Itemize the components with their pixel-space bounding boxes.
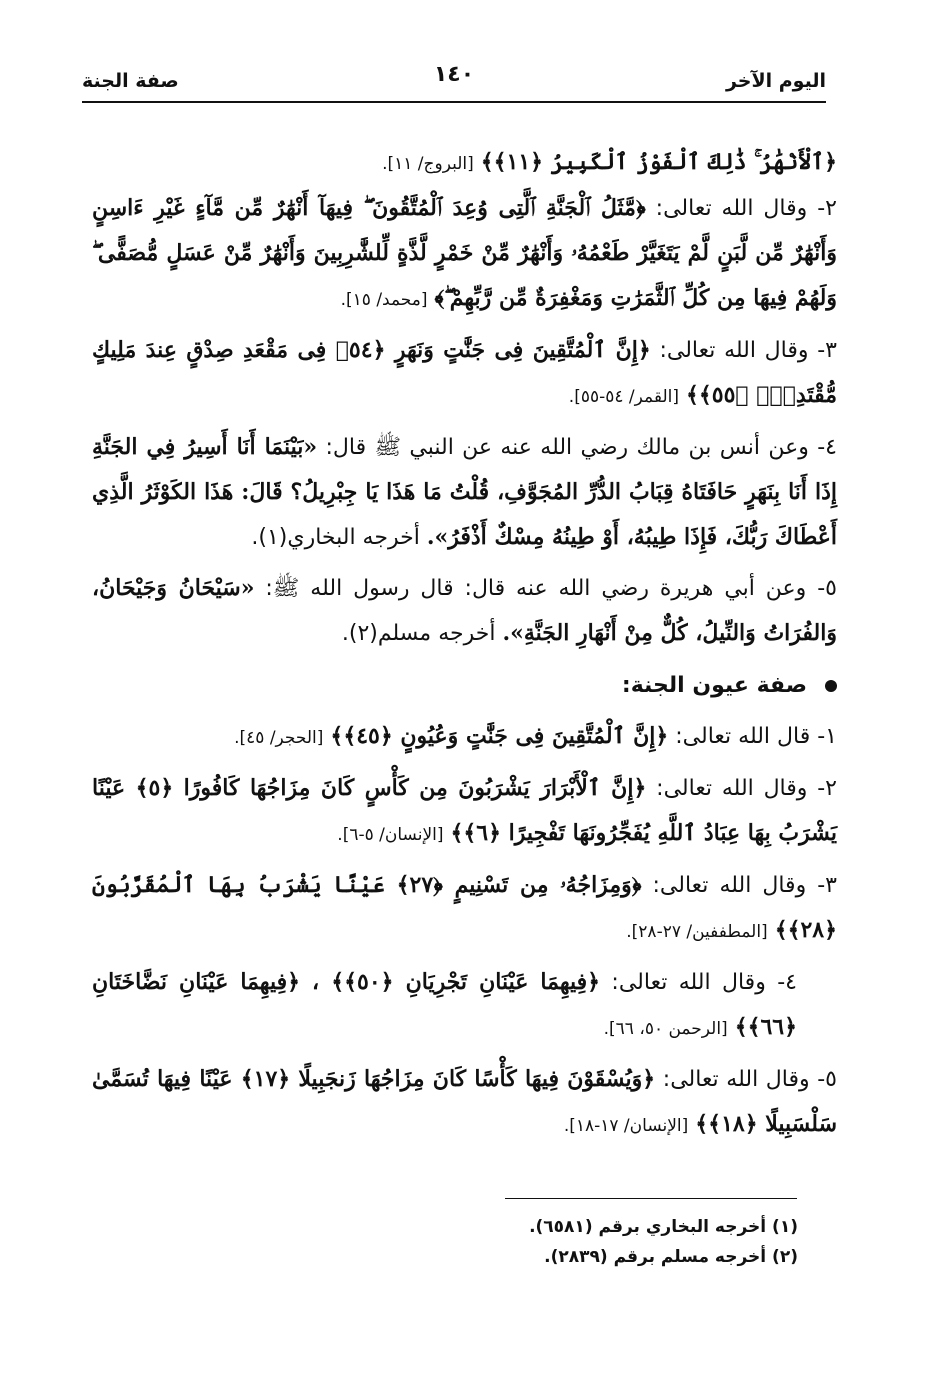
bullet-icon	[825, 680, 837, 692]
list-item	[92, 766, 837, 857]
verse-reference: [المطففين/ ٢٧-٢٨].	[626, 922, 768, 942]
header-book-title: اليوم الآخر	[725, 70, 826, 92]
quran-text: ﴿إِنَّ ٱلْمُتَّقِينَ فِى جَنَّٰتٍ وَعُيُونٍ ﴿٤٥﴾﴾	[330, 723, 669, 749]
item-prefix: ٣- وقال الله تعالى:	[641, 873, 837, 898]
hadith-source: أخرجه مسلم(٢).	[341, 621, 503, 646]
list-item	[92, 425, 837, 560]
header-chapter-title: صفة الجنة	[82, 70, 179, 92]
page-number: ١٤٠	[433, 62, 475, 87]
verse-reference: [الرحمن ٥٠، ٦٦].	[603, 1019, 728, 1039]
header-divider	[82, 101, 826, 103]
item-prefix: ٤- وقال الله تعالى:	[600, 970, 797, 995]
item-prefix: ٢- وقال الله تعالى:	[646, 776, 837, 801]
list-item	[92, 714, 837, 760]
section-heading	[92, 666, 837, 706]
list-item	[92, 1057, 837, 1148]
page-body	[92, 140, 837, 1154]
quran-text: ﴿فِيهِمَا عَيْنَانِ تَجْرِيَانِ ﴿٥٠﴾﴾ ، ﴿فِيهِمَا عَيْنَانِ نَضَّاخَتَانِ ﴿٦٦﴾﴾	[92, 969, 797, 1040]
footnotes	[198, 1212, 798, 1272]
item-prefix: ١- قال الله تعالى:	[668, 724, 837, 749]
verse-reference: [البروج/ ١١].	[382, 154, 474, 174]
footnote-divider	[505, 1198, 797, 1199]
footnote-item: (٢) أخرجه مسلم برقم (٢٨٣٩).	[544, 1247, 798, 1267]
quran-text: ﴿إِنَّ ٱلْمُتَّقِينَ فِى جَنَّٰتٍ وَنَهَرٍ ﴿٥٤﴾ فِى مَقْعَدِ صِدْقٍ عِندَ مَلِيكٍ مُّقْتَدِرٍۭ ﴿٥٥﴾﴾	[92, 337, 837, 408]
item-prefix: ٥- وقال الله تعالى:	[655, 1067, 837, 1092]
running-header	[82, 62, 826, 100]
verse-reference: [الإنسان/ ١٧-١٨].	[563, 1116, 689, 1136]
item-prefix: ٢- وقال الله تعالى:	[645, 196, 837, 221]
verse-reference: [الحجر/ ٤٥].	[234, 728, 324, 748]
item-prefix: ٣- وقال الله تعالى:	[650, 338, 837, 363]
hadith-source: أخرجه البخاري(١).	[251, 525, 427, 550]
item-prefix: ٥- وعن أبي هريرة رضي الله عنه قال: قال رسول الله ﷺ:	[254, 576, 837, 601]
item-prefix: ٤- وعن أنس بن مالك رضي الله عنه عن النبي ﷺ قال:	[317, 435, 837, 460]
quran-text: ﴿إِنَّ ٱلْأَبْرَارَ يَشْرَبُونَ مِن كَأْسٍ كَانَ مِزَاجُهَا كَافُورًا ﴿٥﴾ عَيْنًا يَشْرَبُ بِهَا عِبَادُ ٱللَّهِ يُفَجِّرُونَهَا تَفْجِيرًا ﴿٦﴾﴾	[92, 775, 837, 846]
list-item	[92, 566, 837, 656]
list-item	[92, 960, 837, 1051]
quran-text: ﴿وَمِزَاجُهُۥ مِن تَسْنِيمٍ ﴿٢٧﴾ عَيْنًا يَشْرَبُ بِهَا ٱلْمُقَرَّبُونَ ﴿٢٨﴾﴾	[92, 872, 837, 943]
verse-reference: [الإنسان/ ٥-٦].	[337, 825, 444, 845]
list-item	[92, 186, 837, 322]
section-heading-text: صفة عيون الجنة:	[621, 673, 807, 698]
footnote-item: (١) أخرجه البخاري برقم (٦٥٨١).	[529, 1217, 798, 1237]
quran-text: ﴿مَّثَلُ ٱلْجَنَّةِ ٱلَّتِى وُعِدَ ٱلْمُتَّقُونَ ۖ فِيهَآ أَنْهَٰرٌ مِّن مَّآءٍ غَيْرِ ءَاسِنٍ وَأَنْهَٰرٌ مِّن لَّبَنٍ لَّمْ يَتَغَيَّرْ طَعْمُهُۥ وَأَنْهَٰرٌ مِّنْ خَمْرٍ لَّذَّةٍ لِّلشَّٰرِبِينَ وَأَنْهَٰرٌ مِّنْ عَسَلٍ مُّصَفًّى ۖ وَلَهُمْ فِيهَا مِن كُلِّ ٱلثَّمَرَٰتِ وَمَغْفِرَةٌ مِّن رَّبِّهِمْ ۖ﴾	[92, 195, 837, 311]
list-item	[92, 863, 837, 954]
quran-text: ﴿وَيُسْقَوْنَ فِيهَا كَأْسًا كَانَ مِزَاجُهَا زَنجَبِيلًا ﴿١٧﴾ عَيْنًا فِيهَا تُسَمَّىٰ سَلْسَبِيلًا ﴿١٨﴾﴾	[92, 1066, 837, 1137]
verse-reference: [محمد/ ١٥].	[340, 290, 428, 310]
list-item	[92, 328, 837, 419]
hadith-text: «بَيْنَمَا أَنَا أَسِيرُ فِي الجَنَّةِ إِذَا أَنَا بِنَهَرٍ حَافَتَاهُ قِبَابُ الدُّرِّ المُجَوَّفِ، قُلْتُ مَا هَذَا يَا جِبْرِيلُ؟ قَالَ: هَذَا الكَوْثَرُ الَّذِي أَعْطَاكَ رَبُّكَ، فَإِذَا طِيبُهُ، أَوْ طِينُهُ مِسْكٌ أَذْفَرُ».	[92, 434, 837, 550]
continuation-paragraph	[92, 140, 837, 186]
hadith-text: «سَيْحَانُ وَجَيْحَانُ، وَالفُرَاتُ وَالنِّيلُ، كُلٌّ مِنْ أَنْهَارِ الجَنَّةِ».	[92, 575, 837, 646]
verse-reference: [القمر/ ٥٤-٥٥].	[568, 387, 679, 407]
quran-text: ﴿ٱلْأَنْهَٰرُ ۚ ذَٰلِكَ ٱلْفَوْزُ ٱلْكَبِيرُ ﴿١١﴾﴾	[480, 149, 837, 175]
